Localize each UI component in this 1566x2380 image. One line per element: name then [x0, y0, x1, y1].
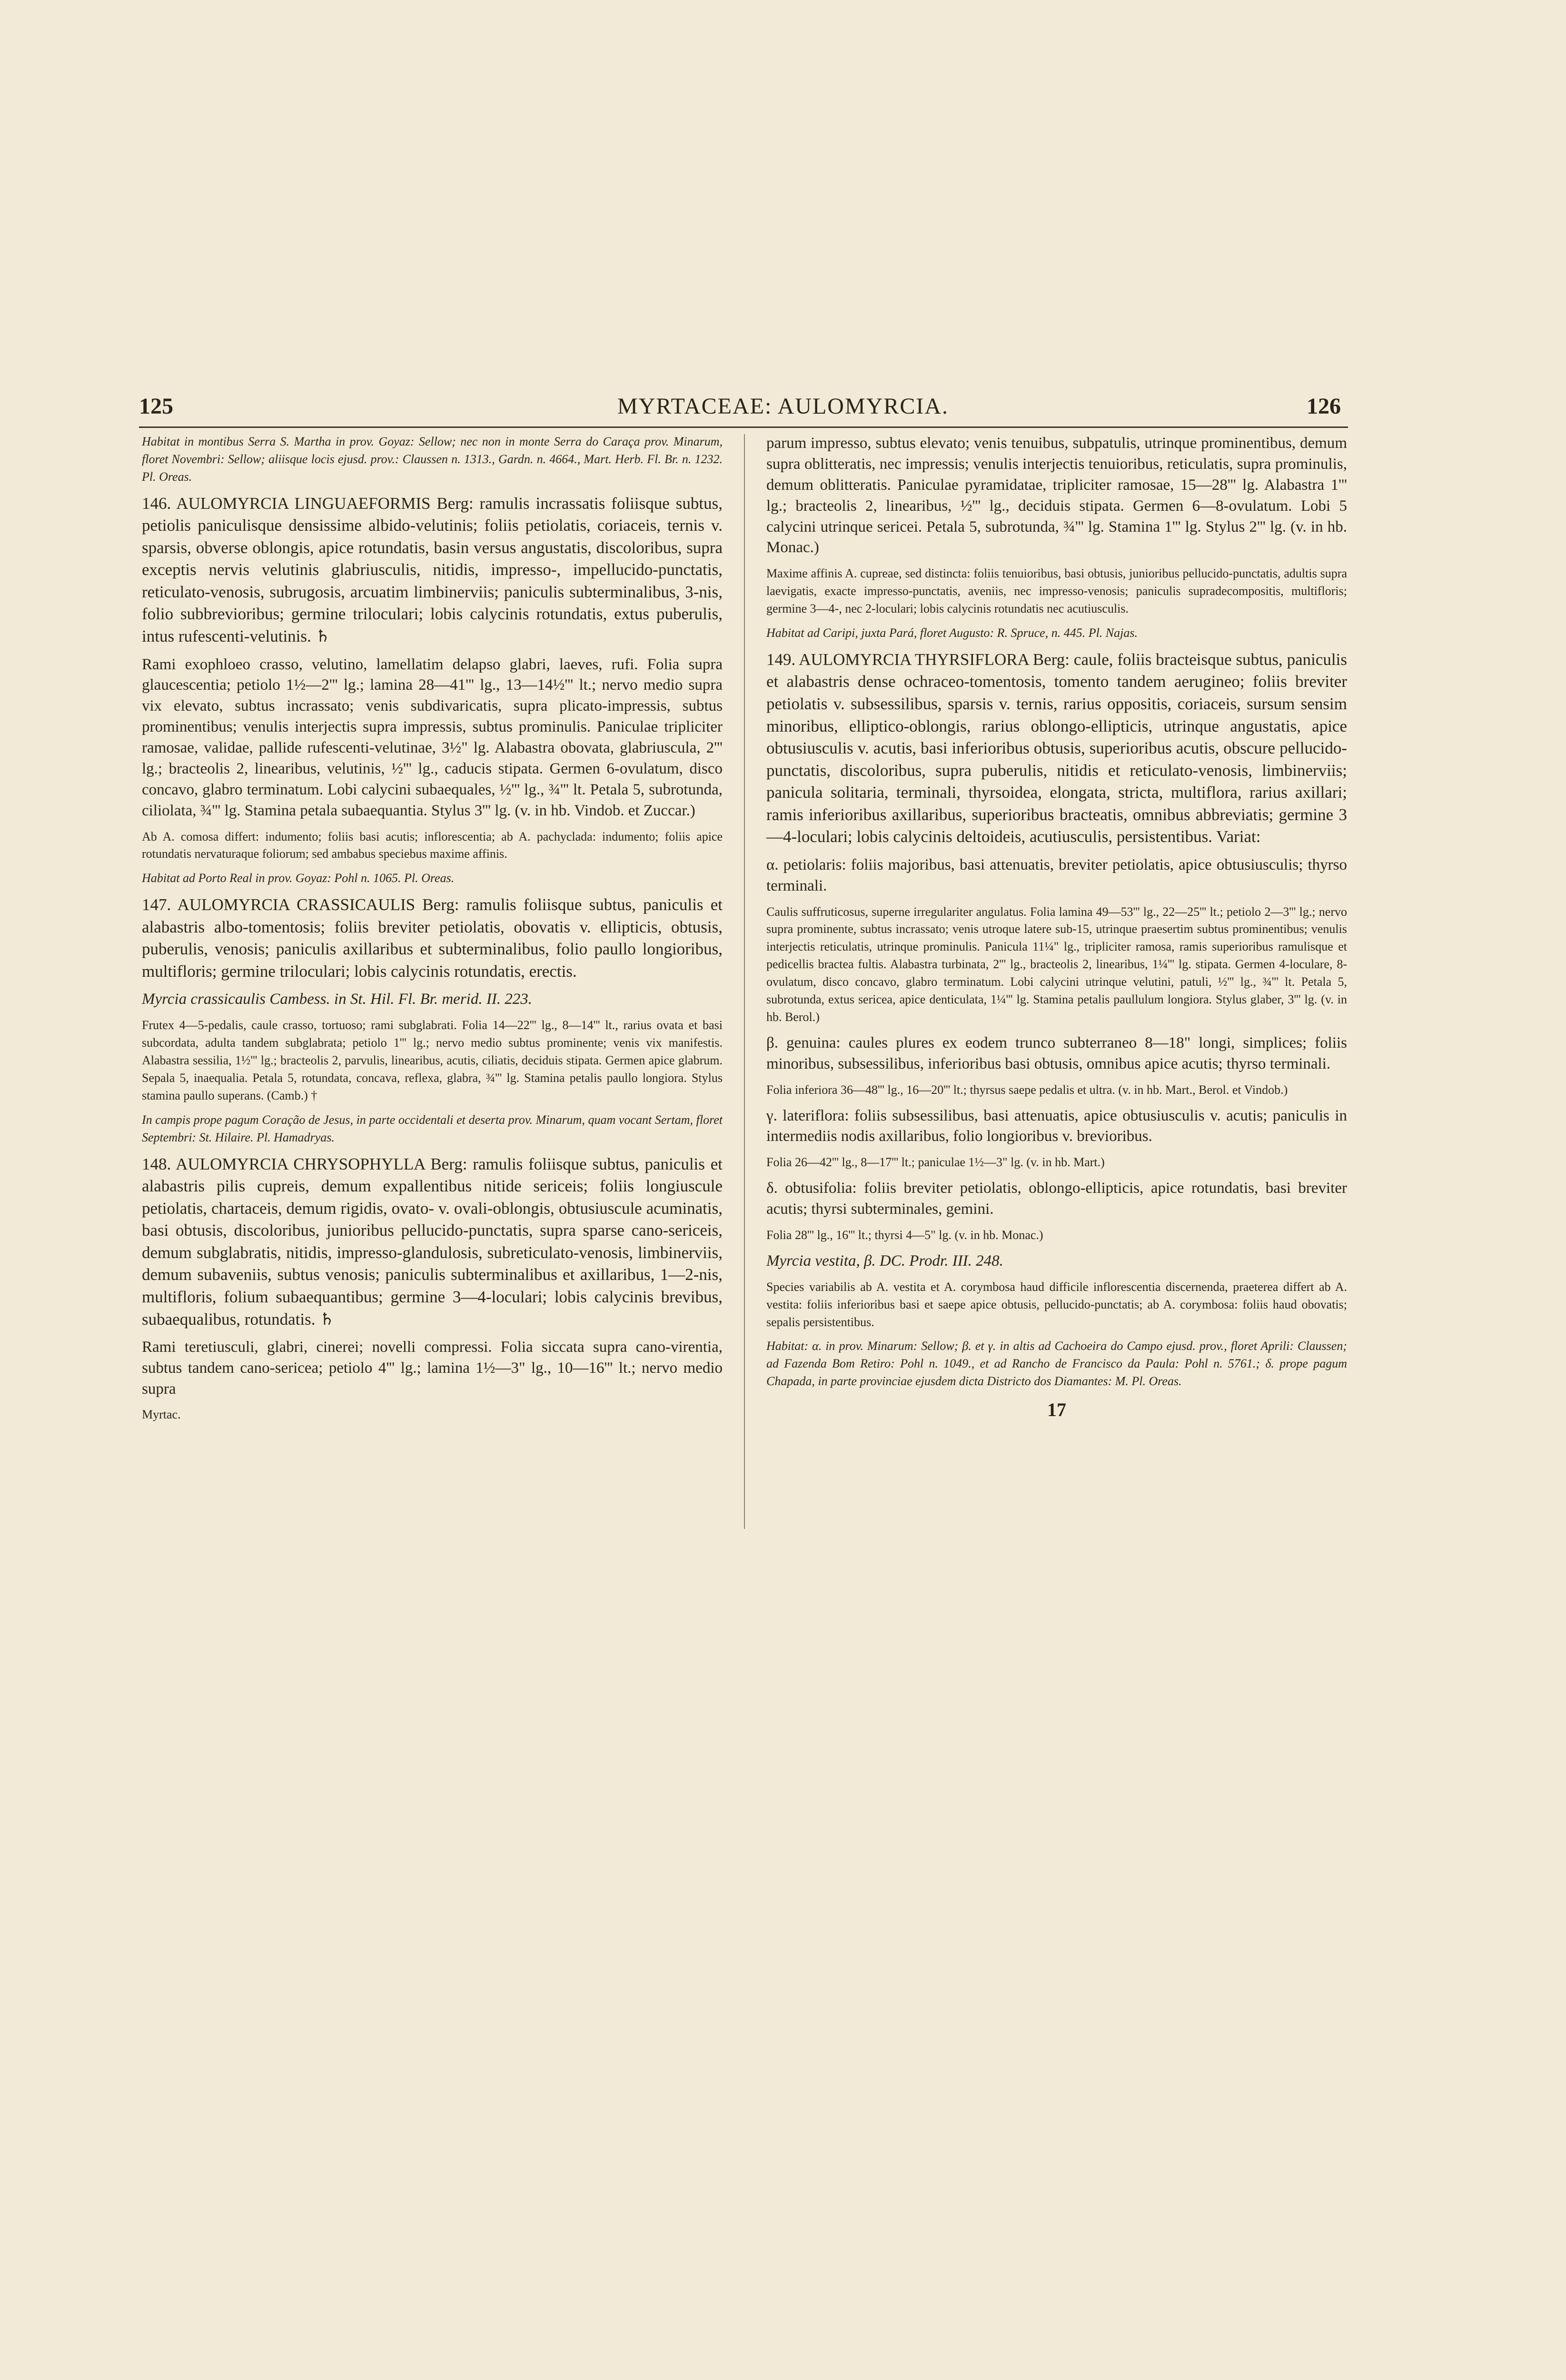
column-divider — [744, 434, 745, 1529]
species-148-description: 148. AULOMYRCIA CHRYSOPHYLLA Berg: ramulis foliisque subtus, paniculis et alabastris pilis cupreis, demum expallentibus nitide sericeis; foliis longiuscule petiolatis, chartaceis, demum rigidis, ovato- v. ovali-oblongis, obtusiuscule acuminatis, basi obtusis, discoloribus, junioribus pellucido-punctatis, supra sparse cano-sericeis, demum subglabratis, nitidis, impresso-glandulosis, subreticulato-venosis, limbinerviis, demum subaveniis, subtus venosis; paniculis subterminalibus et axillaribus, 1—2-nis, multifloris, folium subaequantibus; germine 3—4-loculari; lobis calycinis brevibus, subaequalibus, rotundatis. ♄ — [142, 1154, 723, 1329]
species-147-detail: Frutex 4—5-pedalis, caule crasso, tortuoso; rami subglabrati. Folia 14—22''' lg., 8—14''' lt., rarius ovata et basi subcordata, adulta tandem subglabrata; petiolo 1''' lg.; nervo medio subtus prominente; venis vix manifestis. Alabastra sessilia, 1½''' lg.; bracteolis 2, parvulis, linearibus, acutis, ciliatis, deciduis stipata. Germen apice glabrum. Sepala 5, inaequalia. Petala 5, rotundata, concava, reflexa, glabra, ¾''' lg. Stamina petalis paullo longiora. Stylus stamina paullo superans. (Camb.) † — [142, 1018, 723, 1102]
signature-mark: Myrtac. — [142, 1407, 181, 1421]
species-148-detail: Rami teretiusculi, glabri, cinerei; novelli compressi. Folia siccata supra cano-virentia, subtus tandem cano-sericea; petiolo 4''' lg.; lamina 1½—3" lg., 10—16''' lt.; nervo medio supra — [142, 1339, 723, 1398]
running-title: MYRTACEAE: AULOMYRCIA. — [617, 394, 949, 419]
species-147-habitat: In campis prope pagum Coração de Jesus, in parte occidentali et deserta prov. Minarum, quam vocant Sertam, floret Septembri: St. Hilaire. Pl. Hamadryas. — [142, 1112, 723, 1144]
species-146-description: 146. AULOMYRCIA LINGUAEFORMIS Berg: ramulis incrassatis foliisque subtus, petiolis paniculisque densissime albido-velutinis; foliis petiolatis, coriaceis, ternis v. sparsis, obverse oblongis, apice rotundatis, basin versus angustatis, discoloribus, supra exceptis nervis velutinis glabriusculis, nitidis, impresso-, impellucido-punctatis, reticulato-venosis, subrugosis, arcuatim limbinerviis; paniculis subterminalibus, 3-nis, folio subbrevioribus; germine triloculari; lobis calycinis rotundatis, extus puberulis, intus rufescenti-velutinis. ♄ — [142, 494, 723, 645]
species-146-note: Ab A. comosa differt: indumento; foliis basi acutis; inflorescentia; ab A. pachyclada: indumento; foliis apice rotundatis nervaturaque foliorum; sed ambabus speciebus maxime affinis. — [142, 829, 723, 861]
variety-delta: δ. obtusifolia: foliis breviter petiolatis, oblongo-ellipticis, apice rotundatis, basi breviter acutis; thyrsi subterminales, gemini. — [766, 1180, 1347, 1218]
species-148-continued: parum impresso, subtus elevato; venis tenuibus, subpatulis, utrinque prominentibus, demum supra oblitteratis, nec impressis; venulis interjectis tenuioribus, reticulatis, supra prominulis, demum oblitteratis. Paniculae pyramidatae, tripliciter ramosae, 15—28''' lg. Alabastra 1''' lg.; bracteolis 2, linearibus, ½''' lg., deciduis stipata. Germen 6—8-ovulatum. Lobi 5 calycini utrinque sericei. Petala 5, subrotunda, ¾''' lg. Stamina 1''' lg. Stylus 2''' lg. (v. in hb. Monac.) — [766, 435, 1347, 556]
folio-number: 17 — [1047, 1399, 1066, 1421]
species-149-description: 149. AULOMYRCIA THYRSIFLORA Berg: caule, foliis bracteisque subtus, paniculis et alabastris dense ochraceo-tomentosis, tomento tandem aerugineo; foliis breviter petiolatis v. subsessilibus, sparsis v. ternis, rarius oppositis, coriaceis, sursum sensim minoribus, elliptico-oblongis, rarius oblongo-ellipticis, utrinque angustatis, apice obtusiusculis v. acutis, basi inferioribus obtusis, superioribus acutis, obscure pellucido-punctatis, discoloribus, supra puberulis, nitidis et reticulato-venosis, limbinerviis; panicula solitaria, terminali, thyrsoidea, elongata, stricta, multiflora, rarius axillari; ramis inferioribus axillaribus, superioribus bracteatis, omnibus abbreviatis; germine 3—4-loculari; lobis calycinis deltoideis, acutiusculis, persistentibus. Variat: — [766, 650, 1347, 846]
page-number-right: 126 — [1307, 394, 1341, 419]
variety-gamma: γ. lateriflora: foliis subsessilibus, basi attenuatis, apice obtusiusculis v. acutis; paniculis in intermediis nodis axillaribus, folio longioribus v. brevioribus. — [766, 1107, 1347, 1145]
variety-beta-detail: Folia inferiora 36—48''' lg., 16—20''' lt.; thyrsus saepe pedalis et ultra. (v. in hb. Mart., Berol. et Vindob.) — [766, 1082, 1288, 1097]
header-rule — [139, 426, 1348, 428]
species-149-note: Species variabilis ab A. vestita et A. corymbosa haud difficile inflorescentia discernenda, praeterea differt ab A. vestita: foliis inferioribus basi et saepe apice obtusis, pellucido-punctatis; ab A. corymbosa: foliis haud obovatis; sepalis persistentibus. — [766, 1279, 1347, 1329]
species-146-detail: Rami exophloeo crasso, velutino, lamellatim delapso glabri, laeves, rufi. Folia supra glaucescentia; petiolo 1½—2''' lg.; lamina 28—41''' lg., 13—14½''' lt.; nervo medio supra vix elevato, subtus incrassato; venis subdivaricatis, supra plicato-impressis, subtus prominentibus; venulis interjectis supra impressis, subtus prominulis. Paniculae tripliciter ramosae, validae, pallide rufescenti-velutinae, 3½" lg. Alabastra obovata, glabriuscula, 2''' lg.; bracteolis 2, linearibus, velutinis, ½''' lg., caducis stipata. Germen 6-ovulatum, disco concavo, glabro terminatum. Lobi calycini subaequales, ½''' lg., ¾''' lt. Petala 5, subrotunda, ciliolata, ¾''' lg. Stamina petala subaequantia. Stylus 3''' lg. (v. in hb. Vindob. et Zuccar.) — [142, 655, 723, 819]
variety-alpha: α. petiolaris: foliis majoribus, basi attenuatis, breviter petiolatis, apice obtusiusculis; thyrso terminali. — [766, 856, 1347, 894]
species-146-habitat: Habitat ad Porto Real in prov. Goyaz: Pohl n. 1065. Pl. Oreas. — [142, 871, 455, 885]
right-column — [766, 433, 1347, 1429]
species-148-note: Maxime affinis A. cupreae, sed distincta: foliis tenuioribus, basi obtusis, junioribus pellucido-punctatis, adultis supra laevigatis, exacte impresso-punctatis, aveniis, nec impresso-venosis; paniculis supradecompositis, multifloris; germine 3—4-, nec 2-loculari; lobis calycinis rotundatis nec acutiusculis. — [766, 566, 1347, 616]
habitat-previous: Habitat in montibus Serra S. Martha in prov. Goyaz: Sellow; nec non in monte Serra do Caraça prov. Minarum, floret Novembri: Sellow; aliisque locis ejusd. prov.: Claussen n. 1313., Gardn. n. 4664., Mart. Herb. Fl. Br. n. 1232. Pl. Oreas. — [142, 435, 723, 484]
species-149-synonym: Myrcia vestita, β. DC. Prodr. III. 248. — [766, 1252, 1003, 1269]
species-147-synonym: Myrcia crassicaulis Cambess. in St. Hil. Fl. Br. merid. II. 223. — [142, 991, 533, 1008]
page-number-left: 125 — [139, 394, 173, 419]
species-148-habitat: Habitat ad Caripi, juxta Pará, floret Augusto: R. Spruce, n. 445. Pl. Najas. — [766, 625, 1138, 640]
variety-delta-detail: Folia 28''' lg., 16''' lt.; thyrsi 4—5" lg. (v. in hb. Monac.) — [766, 1228, 1043, 1242]
variety-gamma-detail: Folia 26—42''' lg., 8—17''' lt.; paniculae 1½—3" lg. (v. in hb. Mart.) — [766, 1155, 1105, 1170]
variety-beta: β. genuina: caules plures ex eodem trunco subterraneo 8—18" longi, simplices; foliis minoribus, subsessilibus, inferioribus basi obtusis, omnibus apice acutis; thyrso terminali. — [766, 1034, 1347, 1072]
species-147-description: 147. AULOMYRCIA CRASSICAULIS Berg: ramulis foliisque subtus, paniculis et alabastris albo-tomentosis; foliis breviter petiolatis, obovatis v. ellipticis, obtusis, puberulis, venosis; paniculis axillaribus et subterminalibus, folio paullo longioribus, multifloris; germine triloculari; lobis calycinis rotundatis, erectis. — [142, 895, 723, 981]
left-column — [142, 433, 723, 1429]
species-149-habitat: Habitat: α. in prov. Minarum: Sellow; β. et γ. in altis ad Cachoeira do Campo ejusd. prov., floret Aprili: Claussen; ad Fazenda Bom Retiro: Pohl n. 1049., et ad Rancho de Francisco da Paula: Pohl n. 5761.; δ. prope pagum Chapada, in parte provinciae ejusdem dicta Districto dos Diamantes: M. Pl. Oreas. — [766, 1339, 1347, 1388]
variety-alpha-detail: Caulis suffruticosus, superne irregulariter angulatus. Folia lamina 49—53''' lg., 22—25''' lt.; petiolo 2—3''' lg.; nervo supra prominente, subtus incrassato; venis utroque latere sub-15, utrinque praesertim subtus prominentibus; venulis interjectis reticulatis, utrinque prominulis. Panicula 11¼" lg., tripliciter ramosa, ramis superioribus ramulisque et pedicellis bractea fultis. Alabastra turbinata, 2''' lg., bracteolis 2, linearibus, 1¼''' lg. stipata. Germen 4-loculare, 8-ovulatum, disco concavo, glabro terminatum. Lobi calycini utrinque velutini, patuli, ½''' lg., ¾''' lt. Petala 5, subrotunda, extus sericea, apice denticulata, 1¼''' lg. Stamina petalis paullulum longiora. Stylus glaber, 3''' lg. (v. in hb. Berol.) — [766, 904, 1347, 1024]
